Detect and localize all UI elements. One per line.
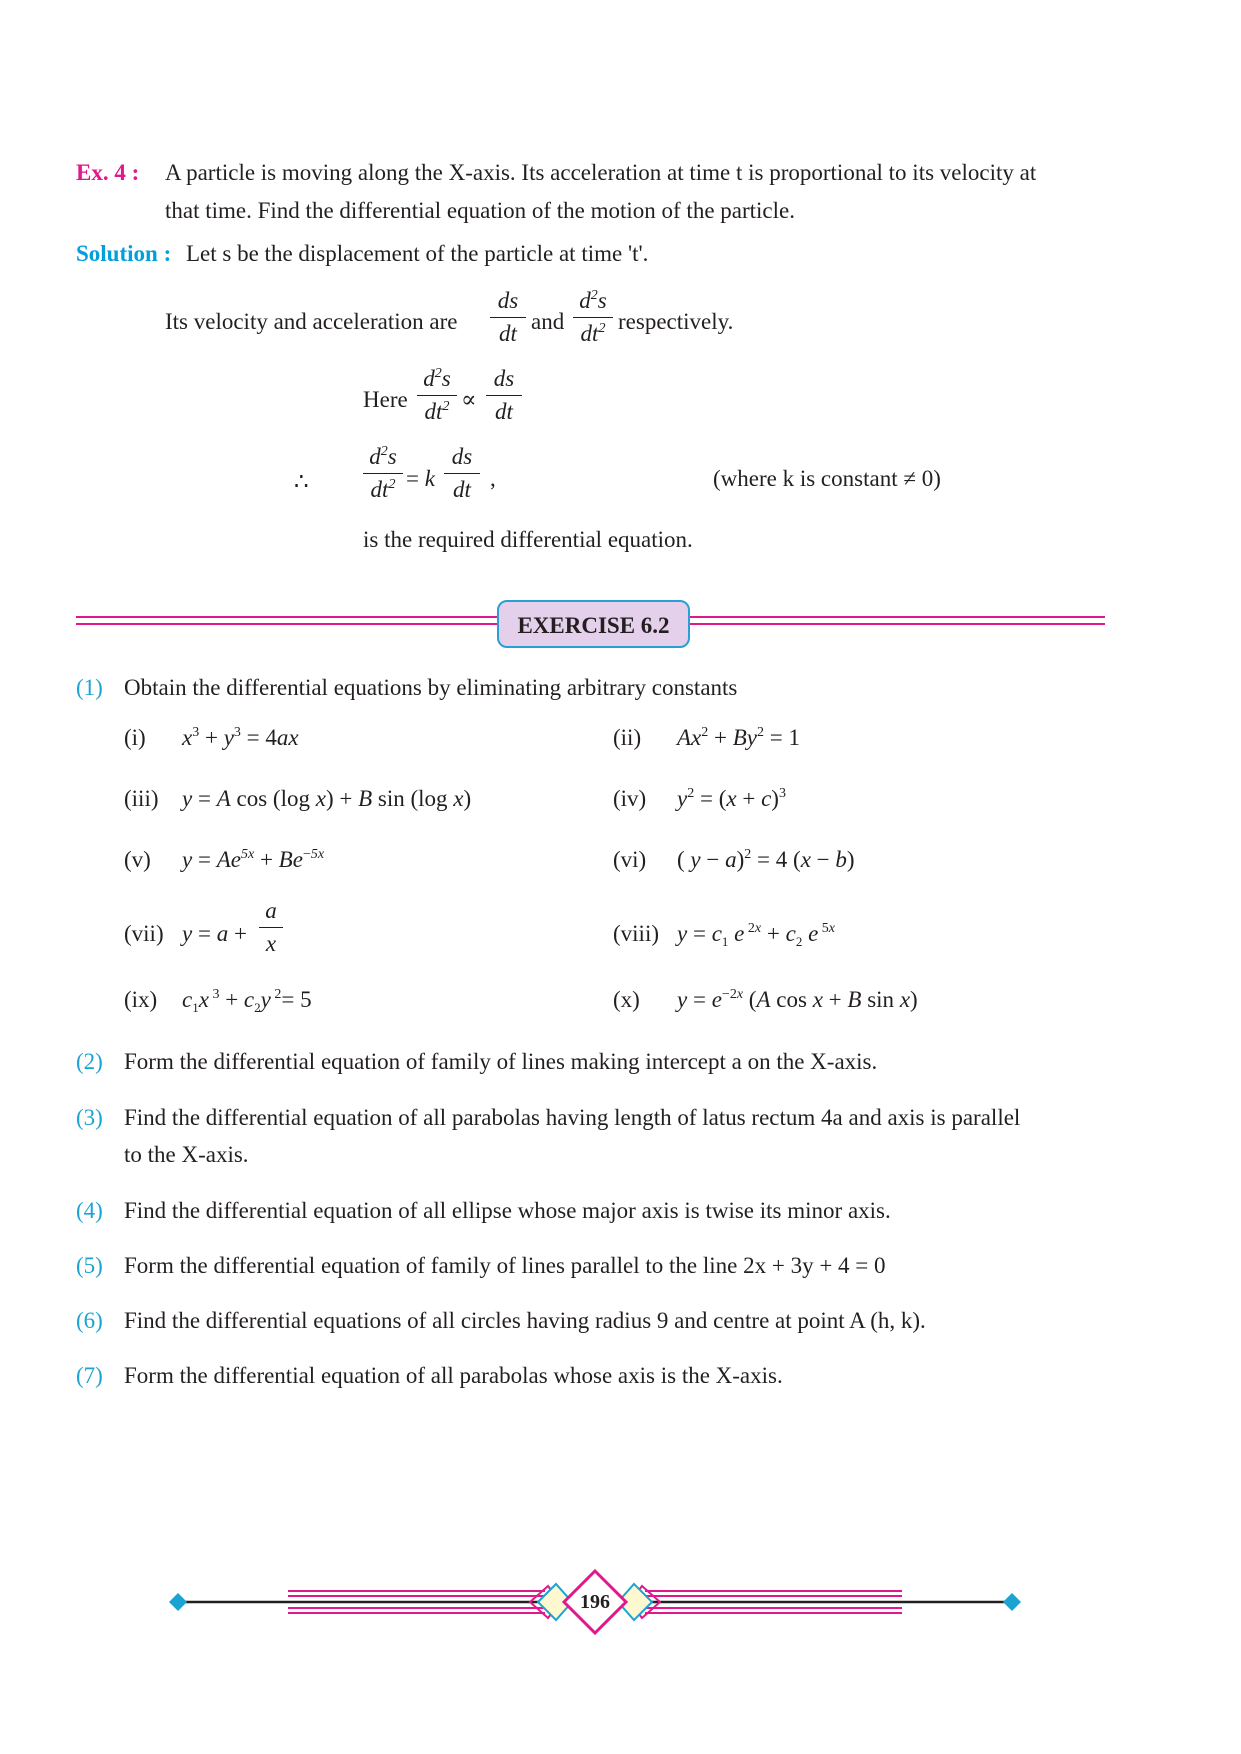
fraction-d2s-dt2-eq: $d^2s$ $dt^2$ — [363, 443, 403, 504]
fraction-a-x: a x — [259, 897, 283, 958]
q7-number: (7) — [76, 1363, 103, 1388]
solution-text: Let s be the displacement of the particle at time 't'. — [186, 241, 649, 266]
q6-number: (6) — [76, 1308, 103, 1333]
q1-number: (1) — [76, 675, 103, 700]
velocity-respectively: respectively. — [618, 309, 734, 334]
q1-ix-label: (ix) — [124, 987, 158, 1012]
q1-iv-equation: $y^2 = (x + c)^3$ — [677, 786, 786, 811]
q1-i-label: (i) — [124, 725, 146, 750]
q7-text: Form the differential equation of all parabolas whose axis is the X-axis. — [124, 1363, 783, 1388]
q6-text: Find the differential equations of all circles having radius 9 and centre at point A (h, k). — [124, 1308, 926, 1333]
solution-label: Solution : — [76, 241, 172, 266]
q1-vi-equation: ( y − a)$^2$ = 4 (x − b) — [677, 847, 855, 872]
here-label: Here — [363, 387, 408, 412]
q3-text: Find the differential equation of all parabolas having length of latus rectum 4a and axis is parallel — [124, 1105, 1021, 1130]
q1-x-label: (x) — [613, 987, 640, 1012]
q1-i-equation: $x^3 + y^3 = 4ax$ — [182, 725, 299, 750]
q1-v-equation: $y = Ae^{5x} + Be^{-5x}$ — [182, 847, 325, 872]
fraction-d2s-dt2-here: $d^2s$ $dt^2$ — [417, 365, 457, 426]
q1-ix-equation: $c_1x$ $^3 + c_2y$ $^2$= 5 — [182, 987, 312, 1015]
header-rule-right-top — [690, 616, 1105, 618]
header-rule-right-bottom — [690, 623, 1105, 625]
fraction-ds-dt-here: ds dt — [486, 365, 522, 426]
q2-number: (2) — [76, 1049, 103, 1074]
q1-iv-label: (iv) — [613, 786, 647, 811]
equals-k: = k — [406, 466, 435, 491]
q4-text: Find the differential equation of all ellipse whose major axis is twise its minor axis. — [124, 1198, 891, 1223]
proportional-symbol: ∝ — [461, 387, 477, 412]
q5-text: Form the differential equation of family of lines parallel to the line 2x + 3y + 4 = 0 — [124, 1253, 886, 1278]
fraction-ds-dt-eq: ds dt — [444, 443, 480, 504]
q3-number: (3) — [76, 1105, 103, 1130]
fraction-d2s-dt2: $d^2s$ $dt^2$ — [573, 287, 613, 348]
velocity-text: Its velocity and acceleration are — [165, 309, 458, 334]
example-text-line1: A particle is moving along the X-axis. Its acceleration at time t is proportional to its velocity at — [165, 160, 1037, 185]
q1-iii-equation: y = A cos (log x) + B sin (log x) — [182, 786, 472, 811]
q2-text: Form the differential equation of family of lines making intercept a on the X-axis. — [124, 1049, 878, 1074]
velocity-and: and — [531, 309, 565, 334]
q1-ii-label: (ii) — [613, 725, 642, 750]
page-number: 196 — [580, 1591, 610, 1613]
exercise-title: EXERCISE 6.2 — [497, 600, 690, 648]
q1-ii-equation: $Ax^2 + By^2 = 1$ — [677, 725, 800, 750]
header-rule-left-top — [76, 616, 497, 618]
where-note: (where k is constant ≠ 0) — [713, 466, 941, 491]
q5-number: (5) — [76, 1253, 103, 1278]
conclusion-text: is the required differential equation. — [363, 527, 693, 552]
q1-viii-equation: $y = c_1$ e $^{2x} + c_2$ e $^{5x}$ — [677, 921, 835, 949]
q1-v-label: (v) — [124, 847, 151, 872]
q1-iii-label: (iii) — [124, 786, 159, 811]
example-label: Ex. 4 : — [76, 160, 140, 185]
fraction-ds-dt: ds dt — [490, 287, 526, 348]
comma: , — [490, 466, 496, 491]
q4-number: (4) — [76, 1198, 103, 1223]
q1-vii-equation: y = a + — [182, 921, 247, 946]
q1-vi-label: (vi) — [613, 847, 647, 872]
therefore-symbol: ∴ — [294, 469, 309, 494]
example-text-line2: that time. Find the differential equation of the motion of the particle. — [165, 198, 795, 223]
q3-text-line2: to the X-axis. — [124, 1142, 249, 1167]
header-rule-left-bottom — [76, 623, 497, 625]
q1-viii-label: (viii) — [613, 921, 659, 946]
q1-vii-label: (vii) — [124, 921, 164, 946]
q1-x-equation: $y = e^{-2x}$ (A cos x + B sin x) — [677, 987, 918, 1012]
q1-text: Obtain the differential equations by eliminating arbitrary constants — [124, 675, 738, 700]
